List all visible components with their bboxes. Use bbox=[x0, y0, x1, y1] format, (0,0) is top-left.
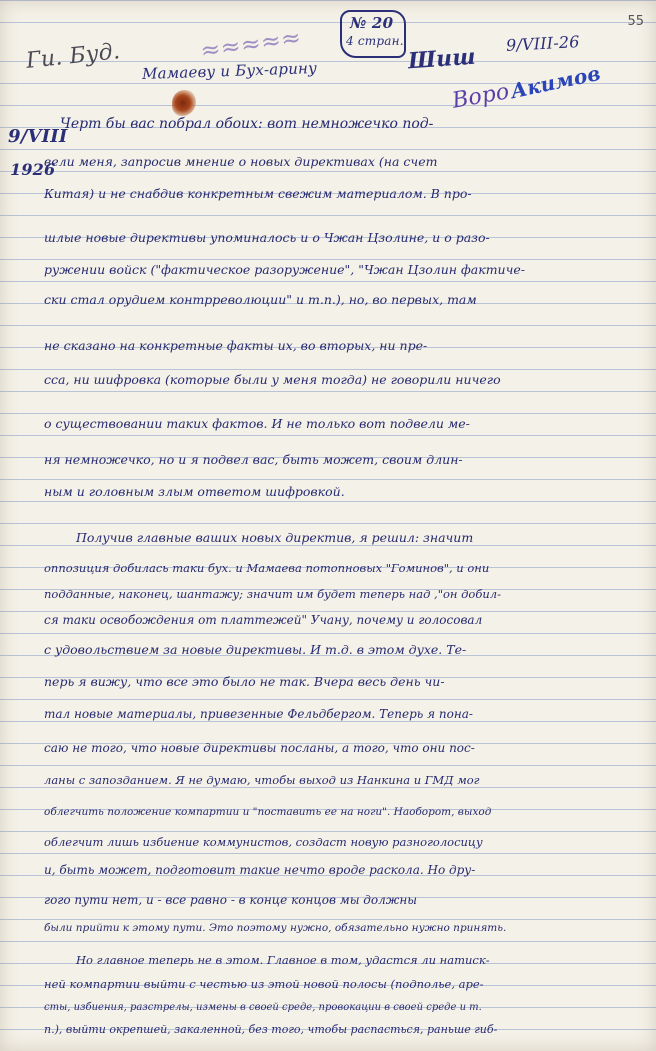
text-line: ней компартии выйти с честью из этой новой полосы (подполье, аре- bbox=[44, 977, 484, 991]
text-line: Но главное теперь не в этом. Главное в том, удастся ли натиск- bbox=[76, 953, 490, 967]
text-line: ня немножечко, но и я подвел вас, быть может, своим длин- bbox=[44, 452, 463, 467]
text-line: шлые новые директивы упоминалось и о Чжан Цзолине, и о разо- bbox=[44, 230, 490, 245]
ink-stain bbox=[172, 90, 196, 116]
page-number: 55 bbox=[627, 14, 644, 29]
signature-right: Воро bbox=[450, 79, 512, 114]
stamp-pages: 4 стран. bbox=[346, 34, 404, 48]
text-line: облегчить положение компартии и "поставить ее на ноги". Наоборот, выход bbox=[44, 806, 492, 818]
text-line: не сказано на конкретные факты их, во вторых, ни пре- bbox=[44, 338, 428, 353]
text-line: сса, ни шифровка (которые были у меня тогда) не говорили ничего bbox=[44, 372, 501, 387]
corner-note: Ги. Буд. bbox=[24, 39, 122, 74]
text-line: вели меня, запросив мнение о новых директивах (на счет bbox=[44, 154, 438, 169]
letter-title: Мамаеву и Бух-арину bbox=[141, 58, 318, 84]
text-line: облегчит лишь избиение коммунистов, создаст новую разноголосицу bbox=[44, 835, 483, 849]
text-line: ски стал орудием контрреволюции" и т.п.), но, во первых, там bbox=[44, 292, 477, 307]
text-line: Черт бы вас побрал обоих: вот немножечко под- bbox=[60, 116, 434, 132]
margin-date-line2: 1926 bbox=[10, 160, 56, 179]
signature-top: Шиш bbox=[407, 43, 477, 75]
text-line: с удовольствием за новые директивы. И т.д. в этом духе. Те- bbox=[44, 642, 467, 657]
text-line: сты, избиения, разстрелы, измены в своей среде, провокации в своей среде и т. bbox=[44, 1002, 482, 1013]
text-line: оппозиция добилась таки бух. и Мамаева потопновых "Гоминов", и они bbox=[44, 561, 490, 575]
text-line: и, быть может, подготовит такие нечто вроде раскола. Но дру- bbox=[44, 863, 476, 877]
text-line: перь я вижу, что все это было не так. Вчера весь день чи- bbox=[44, 674, 445, 689]
text-line: Получив главные ваших новых директив, я решил: значит bbox=[76, 530, 474, 545]
stamp-number: № 20 bbox=[350, 14, 394, 32]
text-line: тал новые материалы, привезенные Фельдбергом. Теперь я пона- bbox=[44, 707, 473, 721]
crossed-signature: ≈≈≈≈≈ bbox=[198, 23, 304, 65]
text-line: подданные, наконец, шантажу; значит им будет теперь над ,"он добил- bbox=[44, 587, 501, 601]
text-line: ным и головным злым ответом шифровкой. bbox=[44, 484, 345, 499]
text-line: гого пути нет, и - все равно - в конце концов мы должны bbox=[44, 893, 418, 907]
text-line: Китая) и не снабдив конкретным свежим материалом. В про- bbox=[44, 186, 472, 201]
text-line: о существовании таких фактов. И не только вот подвели ме- bbox=[44, 416, 470, 431]
text-line: были прийти к этому пути. Это поэтому нужно, обязательно нужно принять. bbox=[44, 922, 507, 934]
text-line: саю не того, что новые директивы посланы, а того, что они пос- bbox=[44, 741, 475, 755]
text-line: п.), выйти окрепшей, закаленной, без того, чтобы распасться, раньше гиб- bbox=[44, 1023, 498, 1036]
text-line: ся таки освобождения от платтежей" Учану, почему и голосовал bbox=[44, 613, 483, 627]
text-line: ружении войск ("фактическое разоружение", "Чжан Цзолин фактиче- bbox=[44, 262, 525, 277]
signature-right-2: Акимов bbox=[508, 60, 603, 104]
text-line: ланы с запозданием. Я не думаю, чтобы выход из Нанкина и ГМД мог bbox=[44, 773, 480, 787]
margin-date-line1: 9/VIII bbox=[8, 126, 68, 147]
date-top-right: 9/VIII-26 bbox=[505, 32, 581, 55]
